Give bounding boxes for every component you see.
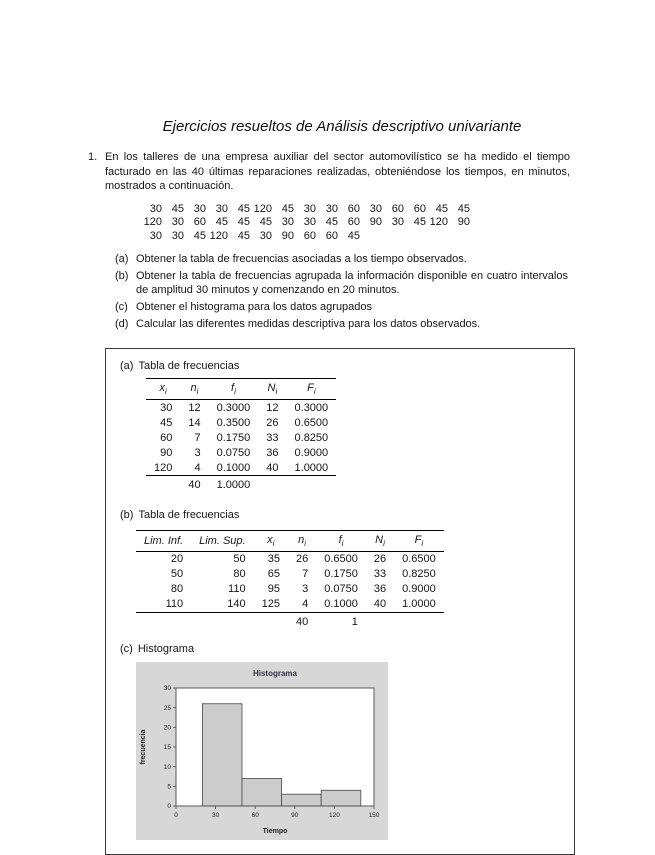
table-cell: 12 (266, 401, 279, 414)
column-header: $n_i$ (288, 530, 316, 551)
table-cell: 0.9000 (402, 583, 436, 596)
data-value: 60 (347, 202, 360, 215)
table-cell: 90 (160, 446, 173, 459)
table-cell: 0.1750 (324, 568, 358, 581)
total-cell (287, 476, 337, 493)
table-cell: 0.1000 (316, 597, 366, 613)
table-cell: 125 (254, 597, 288, 613)
table-cell: 26 (373, 553, 387, 566)
total-cell (146, 476, 180, 493)
data-values-row (140, 216, 570, 230)
table-cell: 50 (170, 568, 184, 581)
table-cell: 95 (267, 583, 280, 596)
data-value: 120 (209, 229, 228, 242)
column-header: $f_i$ (316, 530, 366, 551)
data-value: 45 (193, 229, 206, 242)
x-tick-label: 150 (368, 812, 380, 820)
column-header: $n_i$ (180, 379, 208, 400)
total-cell: 1.0000 (216, 479, 251, 492)
column-header: $x_i$ (254, 530, 288, 551)
table-row (146, 400, 336, 416)
data-value: 30 (369, 202, 382, 215)
table-cell: 1.0000 (287, 460, 337, 476)
table-row (146, 430, 336, 445)
table-cell: 40 (366, 597, 394, 613)
solution-box (105, 348, 575, 855)
table-cell: 14 (188, 416, 201, 429)
table-cell: 50 (233, 553, 246, 566)
table-cell: 0.3000 (216, 401, 251, 414)
data-value: 30 (303, 202, 316, 215)
x-axis-label: Tiempo (262, 828, 288, 836)
table-row (146, 415, 336, 430)
table-row (146, 460, 336, 476)
data-values-row (140, 203, 570, 217)
data-value: 30 (325, 202, 338, 215)
page-title: Ejercicios resueltos de Análisis descriptivo univariante (162, 118, 522, 135)
data-value: 45 (237, 229, 250, 242)
histogram-bar (242, 779, 282, 807)
table-cell: 20 (170, 553, 184, 566)
column-header: $f_i$ (209, 379, 259, 400)
column-header: Lim. Inf. (136, 530, 191, 551)
data-value: 60 (303, 229, 316, 242)
x-tick-label: 60 (251, 812, 259, 820)
table-cell: 0.8250 (294, 431, 329, 444)
table-cell: 33 (373, 568, 387, 581)
data-value: 45 (347, 229, 360, 242)
table-cell: 0.8250 (402, 568, 436, 581)
data-value: 60 (413, 202, 426, 215)
table-cell: 7 (302, 568, 309, 581)
data-value: 120 (143, 216, 162, 229)
data-value: 90 (457, 216, 470, 229)
table-cell: 40 (258, 460, 286, 476)
column-header: $F_i$ (287, 379, 337, 400)
table-cell: 1.0000 (394, 597, 444, 613)
data-value: 60 (325, 229, 338, 242)
total-cell (191, 612, 253, 629)
table-cell: 36 (266, 446, 279, 459)
table-cell: 0.3500 (216, 416, 251, 429)
data-value: 45 (237, 202, 250, 215)
question-c (115, 300, 570, 314)
section-b-heading (120, 509, 560, 521)
data-value: 120 (253, 202, 272, 215)
table-cell: 0.1750 (216, 431, 251, 444)
question-c-text: Obtener el histograma para los datos agrupados (136, 300, 373, 313)
data-value: 45 (457, 202, 470, 215)
table-cell: 3 (302, 583, 309, 596)
y-tick-label: 5 (167, 783, 171, 791)
total-cell (366, 612, 394, 629)
table-row (136, 567, 444, 582)
data-value: 30 (171, 229, 184, 242)
y-axis-label: frecuencia (140, 729, 147, 765)
table-total-row (146, 476, 336, 493)
table-cell: 30 (160, 401, 173, 414)
problem-text: En los talleres de una empresa auxiliar del sector automovilístico se ha medido el tiempo facturado en las 40 últimas reparaciones realizadas, obteniéndose los tiempos, en minutos, mostrados a continuación. (105, 151, 570, 193)
section-c-label: (c) (120, 643, 133, 656)
data-value: 60 (391, 202, 404, 215)
data-value: 30 (215, 202, 228, 215)
histogram-bar (202, 704, 242, 806)
column-header: $F_i$ (394, 530, 444, 551)
data-value: 90 (281, 229, 294, 242)
data-value: 45 (171, 202, 184, 215)
frequency-table-a (146, 378, 560, 493)
table-cell: 26 (295, 553, 309, 566)
y-tick-label: 10 (163, 764, 171, 772)
table-cell: 45 (160, 416, 173, 429)
question-a-label: (a) (115, 253, 129, 266)
total-cell: 1 (351, 615, 358, 628)
total-cell (258, 476, 286, 493)
data-value: 60 (193, 216, 206, 229)
section-b-label: (b) (120, 508, 134, 521)
y-tick-label: 15 (163, 744, 171, 752)
column-header: $x_i$ (146, 379, 180, 400)
histogram-panel (136, 662, 388, 840)
frequency-table (146, 378, 336, 493)
table-cell: 26 (266, 416, 279, 429)
table-cell: 0.6500 (402, 553, 436, 566)
table-row (136, 551, 444, 567)
section-c-heading (120, 643, 560, 655)
data-value: 30 (171, 216, 184, 229)
data-value: 45 (281, 202, 294, 215)
histogram-chart (136, 662, 388, 840)
data-value: 45 (325, 216, 338, 229)
total-cell: 40 (188, 479, 201, 492)
data-value: 30 (149, 229, 162, 242)
problem-statement (88, 150, 570, 194)
question-list (115, 252, 570, 331)
column-header: $N_i$ (366, 530, 394, 551)
column-header: Lim. Sup. (191, 530, 253, 551)
question-d-text: Calcular las diferentes medidas descriptiva para los datos observados. (136, 317, 481, 330)
data-value: 30 (281, 216, 294, 229)
table-row (146, 445, 336, 460)
table-cell: 0.0750 (216, 446, 251, 459)
total-cell (136, 612, 191, 629)
frequency-table (136, 530, 444, 630)
question-b (115, 269, 570, 298)
total-cell (394, 612, 444, 629)
question-a-text: Obtener la tabla de frecuencias asociadas a los tiempo observados. (136, 253, 467, 266)
question-a (115, 252, 570, 266)
table-header-row (146, 379, 336, 400)
table-cell: 60 (160, 431, 173, 444)
table-total-row (136, 612, 444, 629)
table-cell: 0.1000 (209, 460, 259, 476)
histogram-bar (282, 795, 322, 807)
table-cell: 0.6500 (324, 553, 358, 566)
data-value: 45 (259, 216, 272, 229)
question-d-label: (d) (115, 317, 129, 330)
data-value: 90 (369, 216, 382, 229)
table-cell: 4 (180, 460, 208, 476)
section-a-heading (120, 360, 560, 372)
chart-title: Histograma (252, 669, 298, 679)
table-cell: 110 (136, 597, 191, 613)
section-c-title: Histograma (137, 643, 195, 656)
observed-data-block (140, 203, 570, 244)
data-value: 45 (237, 216, 250, 229)
y-tick-label: 0 (167, 803, 171, 811)
section-a-title: Tabla de frecuencias (138, 360, 240, 373)
data-value: 120 (429, 216, 448, 229)
frequency-table-b (136, 530, 560, 630)
section-a-label: (a) (120, 360, 134, 373)
table-cell: 110 (228, 583, 246, 596)
data-value: 45 (215, 216, 228, 229)
question-b-text: Obtener la tabla de frecuencias agrupada la información disponible en cuatro intervalos de amplitud 30 minutos y comenzando en 20 minutos. (136, 269, 568, 297)
section-b-title: Tabla de frecuencias (138, 508, 240, 521)
x-tick-label: 30 (211, 812, 220, 820)
table-row (136, 597, 444, 613)
table-cell: 80 (170, 583, 184, 596)
question-d (115, 317, 570, 331)
table-cell: 0.6500 (294, 416, 329, 429)
table-cell: 140 (191, 597, 253, 613)
x-tick-label: 90 (291, 812, 299, 820)
table-cell: 0.9000 (294, 446, 329, 459)
x-tick-label: 120 (328, 812, 340, 820)
table-cell: 4 (288, 597, 316, 613)
data-value: 30 (193, 202, 206, 215)
table-cell: 36 (373, 583, 387, 596)
data-value: 30 (303, 216, 316, 229)
data-value: 45 (435, 202, 448, 215)
x-tick-label: 0 (174, 812, 178, 820)
question-b-label: (b) (115, 269, 129, 282)
table-cell: 7 (194, 431, 201, 444)
data-values-row (140, 230, 570, 244)
table-cell: 120 (146, 460, 180, 476)
y-tick-label: 30 (163, 685, 171, 693)
y-tick-label: 20 (163, 724, 171, 732)
table-cell: 80 (233, 568, 246, 581)
y-tick-label: 25 (163, 705, 171, 713)
question-c-label: (c) (115, 300, 128, 313)
total-cell: 40 (295, 615, 309, 628)
table-cell: 33 (266, 431, 279, 444)
data-value: 60 (347, 216, 360, 229)
problem-number: 1. (88, 151, 98, 163)
table-cell: 0.3000 (294, 401, 329, 414)
data-value: 30 (259, 229, 272, 242)
table-cell: 12 (188, 401, 201, 414)
table-header-row (136, 530, 444, 551)
total-cell (254, 612, 288, 629)
data-value: 45 (413, 216, 426, 229)
table-row (136, 582, 444, 597)
data-value: 30 (391, 216, 404, 229)
histogram-bar (321, 791, 361, 807)
table-cell: 35 (267, 553, 280, 566)
table-cell: 0.0750 (324, 583, 358, 596)
table-cell: 65 (267, 568, 280, 581)
column-header: $N_i$ (258, 379, 286, 400)
data-value: 30 (149, 202, 162, 215)
table-cell: 3 (194, 446, 201, 459)
